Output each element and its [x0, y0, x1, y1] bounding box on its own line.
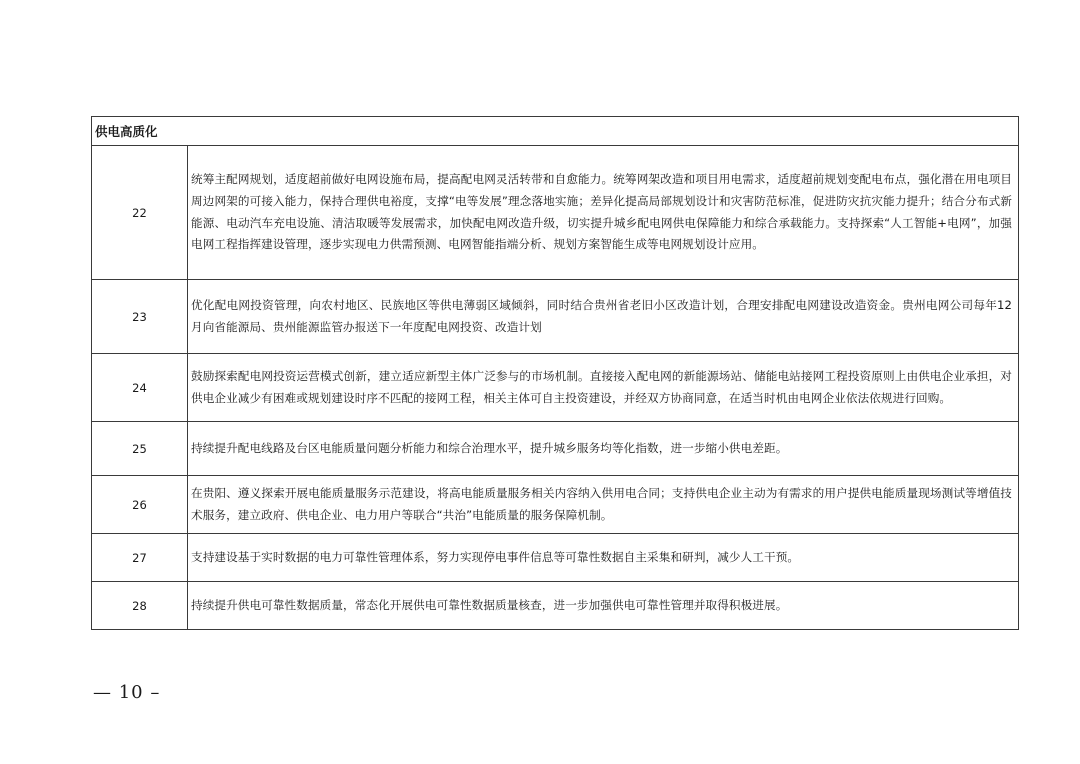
row-number: 26	[92, 476, 188, 534]
row-number: 22	[92, 146, 188, 280]
page-number: — 10 –	[93, 682, 161, 703]
row-content: 持续提升供电可靠性数据质量，常态化开展供电可靠性数据质量核查，进一步加强供电可靠性管理并取得积极进展。	[188, 582, 1019, 630]
row-content: 鼓励探索配电网投资运营模式创新，建立适应新型主体广泛参与的市场机制。直接接入配电网的新能源场站、储能电站接网工程投资原则上由供电企业承担，对供电企业减少有困难或规划建设时序不匹配的接网工程，相关主体可自主投资建设，并经双方协商同意，在适当时机由电网企业依法依规进行回购。	[188, 354, 1019, 422]
row-number: 25	[92, 422, 188, 476]
row-content: 在贵阳、遵义探索开展电能质量服务示范建设，将高电能质量服务相关内容纳入供用电合同；支持供电企业主动为有需求的用户提供电能质量现场测试等增值技术服务，建立政府、供电企业、电力用户等联合“共治”电能质量的服务保障机制。	[188, 476, 1019, 534]
row-number: 23	[92, 280, 188, 354]
table-row	[92, 422, 1019, 476]
table-row	[92, 354, 1019, 422]
table-row	[92, 476, 1019, 534]
table-row	[92, 582, 1019, 630]
section-header-row	[92, 117, 1019, 146]
row-number: 28	[92, 582, 188, 630]
table-row	[92, 534, 1019, 582]
row-content: 优化配电网投资管理，向农村地区、民族地区等供电薄弱区域倾斜，同时结合贵州省老旧小区改造计划，合理安排配电网建设改造资金。贵州电网公司每年12月向省能源局、贵州能源监管办报送下一年度配电网投资、改造计划	[188, 280, 1019, 354]
row-content: 支持建设基于实时数据的电力可靠性管理体系，努力实现停电事件信息等可靠性数据自主采集和研判，减少人工干预。	[188, 534, 1019, 582]
row-number: 27	[92, 534, 188, 582]
row-content: 统筹主配网规划，适度超前做好电网设施布局，提高配电网灵活转带和自愈能力。统筹网架改造和项目用电需求，适度超前规划变配电布点，强化潜在用电项目周边网架的可接入能力，保持合理供电裕度，支撑“电等发展”理念落地实施；差异化提高局部规划设计和灾害防范标准，促进防灾抗灾能力提升；结合分布式新能源、电动汽车充电设施、清洁取暖等发展需求，加快配电网改造升级，切实提升城乡配电网供电保障能力和综合承载能力。支持探索“人工智能+电网”，加强电网工程指挥建设管理，逐步实现电力供需预测、电网智能指端分析、规划方案智能生成等电网规划设计应用。	[188, 146, 1019, 280]
table-row	[92, 146, 1019, 280]
row-number: 24	[92, 354, 188, 422]
policy-table	[91, 116, 1019, 630]
section-title: 供电高质化	[92, 117, 1019, 146]
table-row	[92, 280, 1019, 354]
row-content: 持续提升配电线路及台区电能质量问题分析能力和综合治理水平，提升城乡服务均等化指数，进一步缩小供电差距。	[188, 422, 1019, 476]
